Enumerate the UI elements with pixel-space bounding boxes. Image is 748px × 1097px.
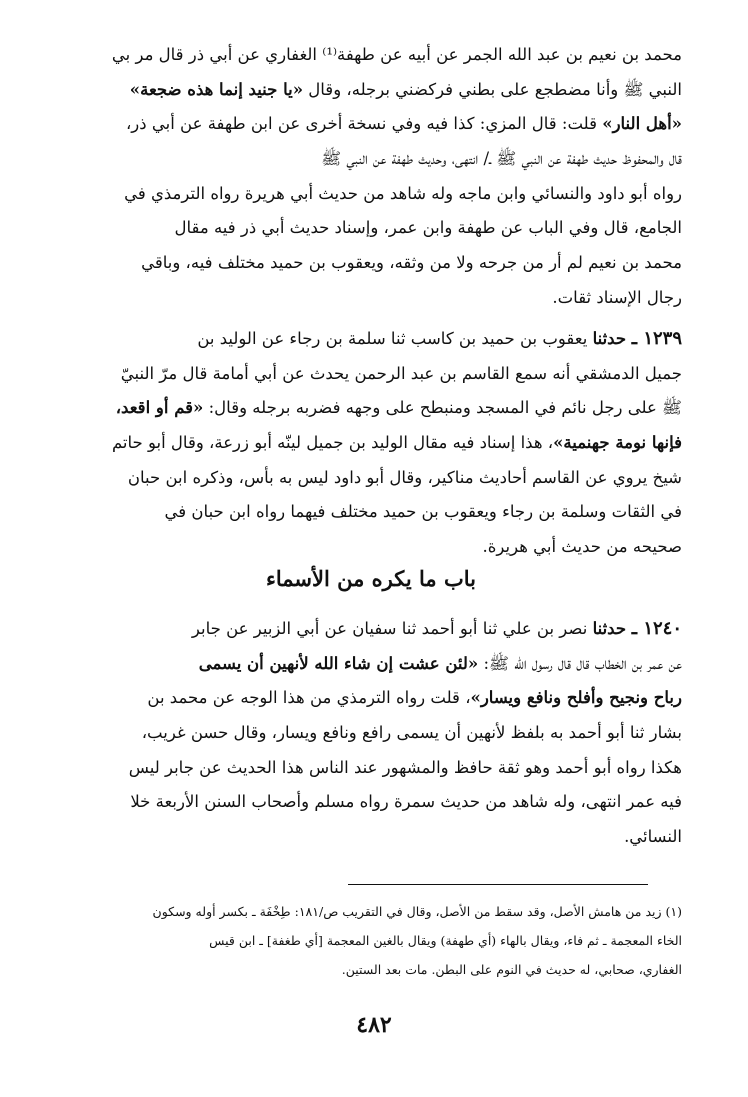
- text-line: [60, 681, 682, 716]
- text-line: [60, 785, 682, 820]
- text-line: [60, 246, 682, 281]
- footnote-line: الغفاري، صحابي، له حديث في النوم على البطن. مات بعد الستين.: [341, 962, 682, 977]
- text-line: [60, 461, 682, 496]
- line-text: ، قلت رواه الترمذي من هذا الوجه عن محمد بن: [147, 688, 471, 708]
- text-line: [60, 495, 682, 530]
- text-line: [60, 38, 682, 73]
- text-line: [60, 716, 682, 751]
- paragraph-hadith-1239: [60, 322, 682, 565]
- line-text: محمد بن نعيم بن عبد الله الجمر عن أبيه عن طهفة⁽¹⁾ الغفاري عن أبي ذر قال مر بي: [111, 45, 682, 64]
- line-text: الجامع، قال وفي الباب عن طهفة وابن عمر، وإسناد حديث أبي ذر فيه مقال: [174, 218, 682, 238]
- footnote-line: (١) زيد من هامش الأصل، وقد سقط من الأصل، وقال في التقريب ص/١٨١: طِخْفَة ـ بكسر أوله وسكون: [152, 904, 682, 919]
- hadith-quote-bold: حدثنا: [592, 619, 632, 638]
- line-text: رجال الإسناد ثقات.: [552, 287, 682, 307]
- hadith-quote-bold: حدثنا: [592, 329, 632, 348]
- line-text: النبي ﷺ وأنا مضطجع على بطني فركضني برجله، وقال: [303, 79, 682, 99]
- footnote-divider: [348, 884, 648, 885]
- line-text: فيه عمر انتهى، وله شاهد من حديث سمرة رواه مسلم وأصحاب السنن الأربعة خلا: [130, 792, 682, 812]
- text-line: [60, 612, 682, 647]
- hadith-quote-bold: فإنها نومة جهنمية»: [553, 433, 682, 453]
- line-text: هكذا رواه أبو أحمد وهو ثقة حافظ والمشهور عند الناس هذا الحديث عن جابر ليس: [128, 757, 682, 777]
- line-text: ، هذا إسناد فيه مقال الوليد بن جميل لينّه أبو زرعة، وقال أبو حاتم: [111, 433, 554, 453]
- line-text: نصر بن علي ثنا أبو أحمد ثنا سفيان عن أبي الزبير عن جابر: [191, 619, 593, 638]
- text-line: [60, 426, 682, 461]
- line-text: رواه أبو داود والنسائي وابن ماجه وله شاهد من حديث أبي هريرة رواه الترمذي في: [124, 183, 682, 203]
- text-line: [60, 322, 682, 357]
- text-line: [60, 647, 682, 682]
- line-text: قلت: قال المزي: كذا فيه وفي نسخة أخرى عن ابن طهفة عن أبي ذر،: [125, 114, 603, 134]
- hadith-quote-bold: «يا جنيد إنما هذه ضجعة»: [129, 79, 304, 99]
- text-line: [60, 211, 682, 246]
- text-line: [60, 177, 682, 212]
- hadith-quote-bold: رباح ونجيح وأفلح ونافع ويسار»: [470, 688, 682, 708]
- hadith-quote-bold: «لئن عشت إن شاء الله لأنهين أن يسمى: [198, 653, 479, 673]
- text-line: [60, 530, 682, 565]
- line-text: في الثقات وسلمة بن رجاء ويعقوب بن حميد مختلف فيهما رواه ابن حبان في: [164, 502, 682, 522]
- page-number: ٤٨٢: [356, 1012, 392, 1038]
- text-line: [60, 73, 682, 108]
- line-text: يعقوب بن حميد بن كاسب ثنا سلمة بن رجاء عن الوليد بن: [197, 329, 593, 348]
- text-line: [60, 357, 682, 392]
- hadith-number: ١٢٤٠ ـ: [631, 618, 682, 639]
- hadith-quote-bold: «قم أو اقعد،: [115, 398, 204, 418]
- hadith-quote-bold: «أهل النار»: [602, 114, 682, 134]
- paragraph-continuation: [60, 38, 682, 316]
- line-text: بشار ثنا أبو أحمد به بلفظ لأنهين أن يسمى رافع ونافع ويسار، وقال حسن غريب،: [141, 723, 682, 743]
- line-text: صحيحه من حديث أبي هريرة.: [482, 537, 682, 557]
- text-line: [60, 751, 682, 786]
- footnotes: [60, 897, 682, 984]
- text-line: [60, 281, 682, 316]
- line-text: محمد بن نعيم لم أر من جرحه ولا من وثقه، ويعقوب بن حميد مختلف فيه، وباقي: [141, 253, 682, 273]
- line-text: عن عمر بن الخطاب قال قال رسول الله ﷺ:: [478, 653, 682, 673]
- text-line: [60, 391, 682, 426]
- hadith-number: ١٢٣٩ ـ: [631, 328, 682, 349]
- text-line: [60, 107, 682, 142]
- line-text: النسائي.: [624, 827, 682, 847]
- line-text: جميل الدمشقي أنه سمع القاسم بن عبد الرحمن يحدث عن أبي أمامة قال مرّ النبيّ: [120, 363, 682, 383]
- text-line: [60, 820, 682, 855]
- text-line: [60, 142, 682, 177]
- paragraph-hadith-1240: [60, 612, 682, 855]
- footnote-line: الخاء المعجمة ـ ثم فاء، ويقال بالهاء (أي طهفة) ويقال بالغين المعجمة [أي طغفة] ـ ابن قيس: [209, 933, 682, 948]
- line-text: شيخ يروي عن القاسم أحاديث مناكير، وقال أبو داود ليس به بأس، وذكره ابن حبان: [127, 467, 682, 487]
- line-text: قال والمحفوظ حديث طهفة عن النبي ﷺ ـ/ انتهى، وحديث طهفة عن النبي ﷺ: [321, 149, 682, 169]
- chapter-heading: باب ما يكره من الأسماء: [266, 566, 476, 591]
- line-text: ﷺ على رجل نائم في المسجد ومنبطح على وجهه فضربه برجله وقال:: [203, 398, 682, 418]
